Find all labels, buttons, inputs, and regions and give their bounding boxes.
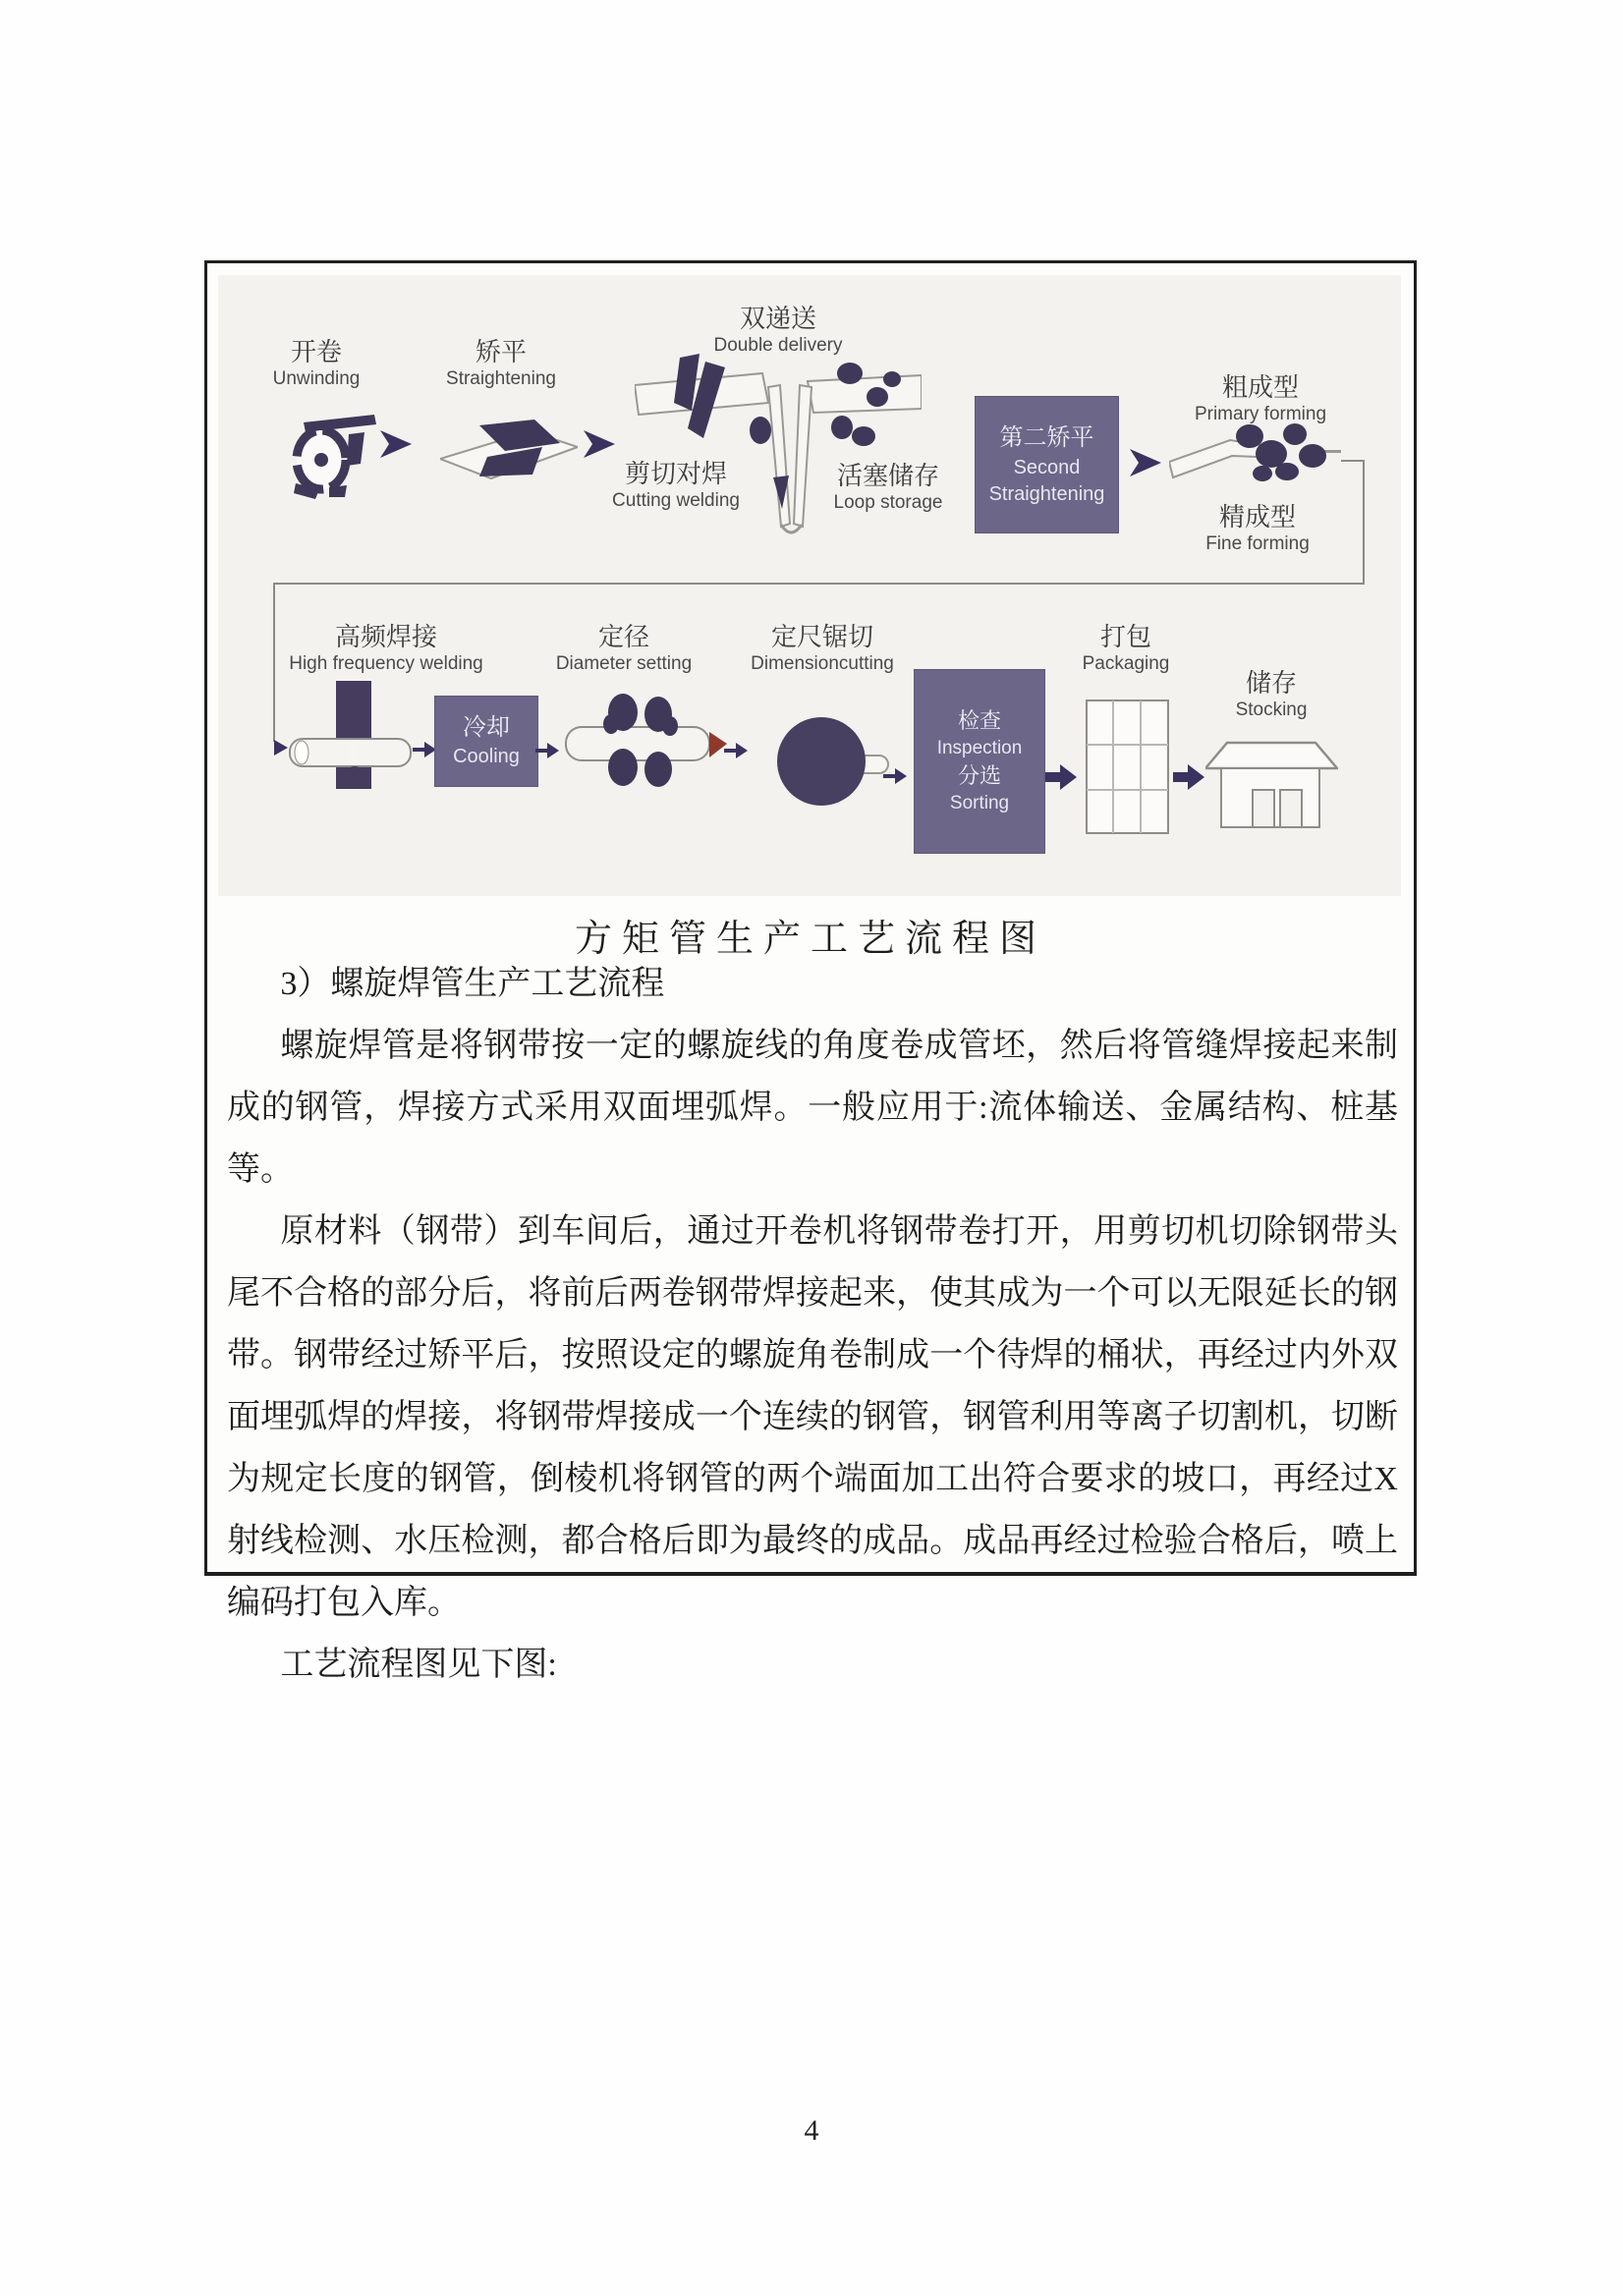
step-label-en: Dimensioncutting [751, 653, 894, 674]
box-label-en: Straightening [988, 483, 1105, 505]
connector-line [1341, 460, 1365, 462]
step-label-high-frequency-welding [289, 621, 483, 676]
flow-arrow-icon [1130, 449, 1163, 478]
box-label-cn: 检查 [957, 708, 1001, 733]
diameter-setting-icon [560, 693, 727, 791]
step-label-cn: 双递送 [739, 304, 816, 333]
step-label-cn: 粗成型 [1221, 372, 1300, 402]
connector-line [273, 583, 1365, 585]
step-label-cutting-welding [612, 458, 740, 513]
step-label-cn: 剪切对焊 [624, 459, 728, 488]
step-label-dimension-cutting [751, 621, 894, 676]
step-label-double-delivery [714, 303, 843, 358]
double-delivery-loop-icon [635, 352, 922, 546]
step-label-en: Diameter setting [555, 653, 693, 674]
step-label-cn: 活塞储存 [836, 461, 940, 490]
step-label-primary-forming [1195, 371, 1326, 426]
step-label-stocking [1236, 667, 1308, 722]
box-label-en: Cooling [453, 746, 520, 767]
inspection-sorting-box [915, 670, 1044, 853]
step-label-en: Unwinding [272, 368, 361, 389]
packaging-bundle-icon [1086, 700, 1169, 834]
page-number: 4 [804, 2114, 819, 2147]
saw-cutting-icon [766, 710, 894, 812]
step-label-straightening [446, 336, 556, 391]
step-label-en: Double delivery [713, 335, 843, 356]
step-label-cn: 定尺锯切 [770, 622, 873, 651]
body-paragraph-3: 工艺流程图见下图: [280, 1647, 557, 1683]
step-label-en: Stocking [1235, 700, 1308, 720]
connector-line [273, 583, 275, 742]
process-flow-diagram [218, 275, 1401, 896]
step-label-unwinding [273, 336, 361, 391]
connector-line [1363, 460, 1365, 585]
flow-arrow-icon [584, 430, 617, 460]
cooling-box [435, 697, 537, 786]
forming-rolls-icon [1169, 422, 1341, 486]
flow-arrow-icon [883, 767, 907, 785]
section-heading: 3）螺旋焊管生产工艺流程 [280, 966, 665, 1002]
unwinding-coil-icon [290, 413, 378, 499]
step-label-cn: 高频焊接 [334, 622, 438, 651]
step-label-en: High frequency welding [289, 653, 483, 674]
high-frequency-welding-icon [282, 676, 415, 789]
flow-arrow-icon [724, 742, 748, 759]
box-label-cn: 冷却 [463, 714, 510, 741]
flow-arrow-icon [1045, 761, 1077, 793]
step-label-packaging [1083, 621, 1170, 676]
step-label-en: Fine forming [1205, 533, 1310, 554]
flow-arrow-icon [380, 430, 414, 460]
step-label-fine-forming [1205, 501, 1310, 556]
box-label-en: Sorting [949, 793, 1010, 813]
box-label-cn: 第二矫平 [999, 424, 1094, 451]
flow-arrow-icon [535, 742, 559, 759]
body-paragraph-2: 原材料（钢带）到车间后，通过开卷机将钢带卷打开，用剪切机切除钢带头尾不合格的部分后，将前后两卷钢带焊接起来，使其成为一个可以无限延长的钢带。钢带经过矫平后，按照设定的螺旋角卷制成一个待焊的桶状，再经过内外双面埋弧焊的焊接，将钢带焊接成一个连续的钢管，钢管利用等离子切割机，切断为规定长度的钢管，倒棱机将钢管的两个端面加工出符合要求的坡口，再经过X射线检测、水压检测，都合格后即为最终的成品。成品再经过检验合格后，喷上编码打包入库。 [227, 1213, 1398, 1621]
straightening-icon [440, 418, 578, 486]
document-frame [204, 260, 1417, 1683]
step-label-cn: 储存 [1245, 668, 1297, 698]
step-label-cn: 打包 [1099, 622, 1152, 651]
step-label-en: Packaging [1082, 653, 1170, 674]
step-label-cn: 开卷 [290, 337, 343, 366]
step-label-en: Straightening [446, 368, 556, 389]
box-label-en: Second [1013, 457, 1081, 478]
flow-arrow-icon [413, 741, 436, 758]
step-label-en: Primary forming [1194, 404, 1327, 424]
box-label-cn: 分选 [957, 763, 1001, 788]
step-label-cn: 定径 [597, 622, 649, 651]
step-label-cn: 精成型 [1218, 502, 1297, 532]
step-label-en: Cutting welding [612, 490, 740, 511]
second-straightening-box [976, 397, 1118, 532]
body-paragraph-1: 螺旋焊管是将钢带按一定的螺旋线的角度卷成管坯，然后将管缝焊接起来制成的钢管，焊接方式采用双面埋弧焊。一般应用于:流体输送、金属结构、桩基等。 [227, 1028, 1398, 1188]
stocking-warehouse-icon [1205, 735, 1338, 833]
step-label-loop-storage [834, 460, 943, 515]
body-text [227, 953, 1398, 1696]
step-label-en: Loop storage [833, 492, 943, 513]
step-label-diameter-setting [556, 621, 692, 676]
box-label-en: Inspection [936, 738, 1023, 758]
step-label-cn: 矫平 [475, 337, 527, 366]
flow-arrow-icon [1173, 761, 1204, 793]
figure-caption: 方矩管生产工艺流程图 [574, 919, 1046, 960]
